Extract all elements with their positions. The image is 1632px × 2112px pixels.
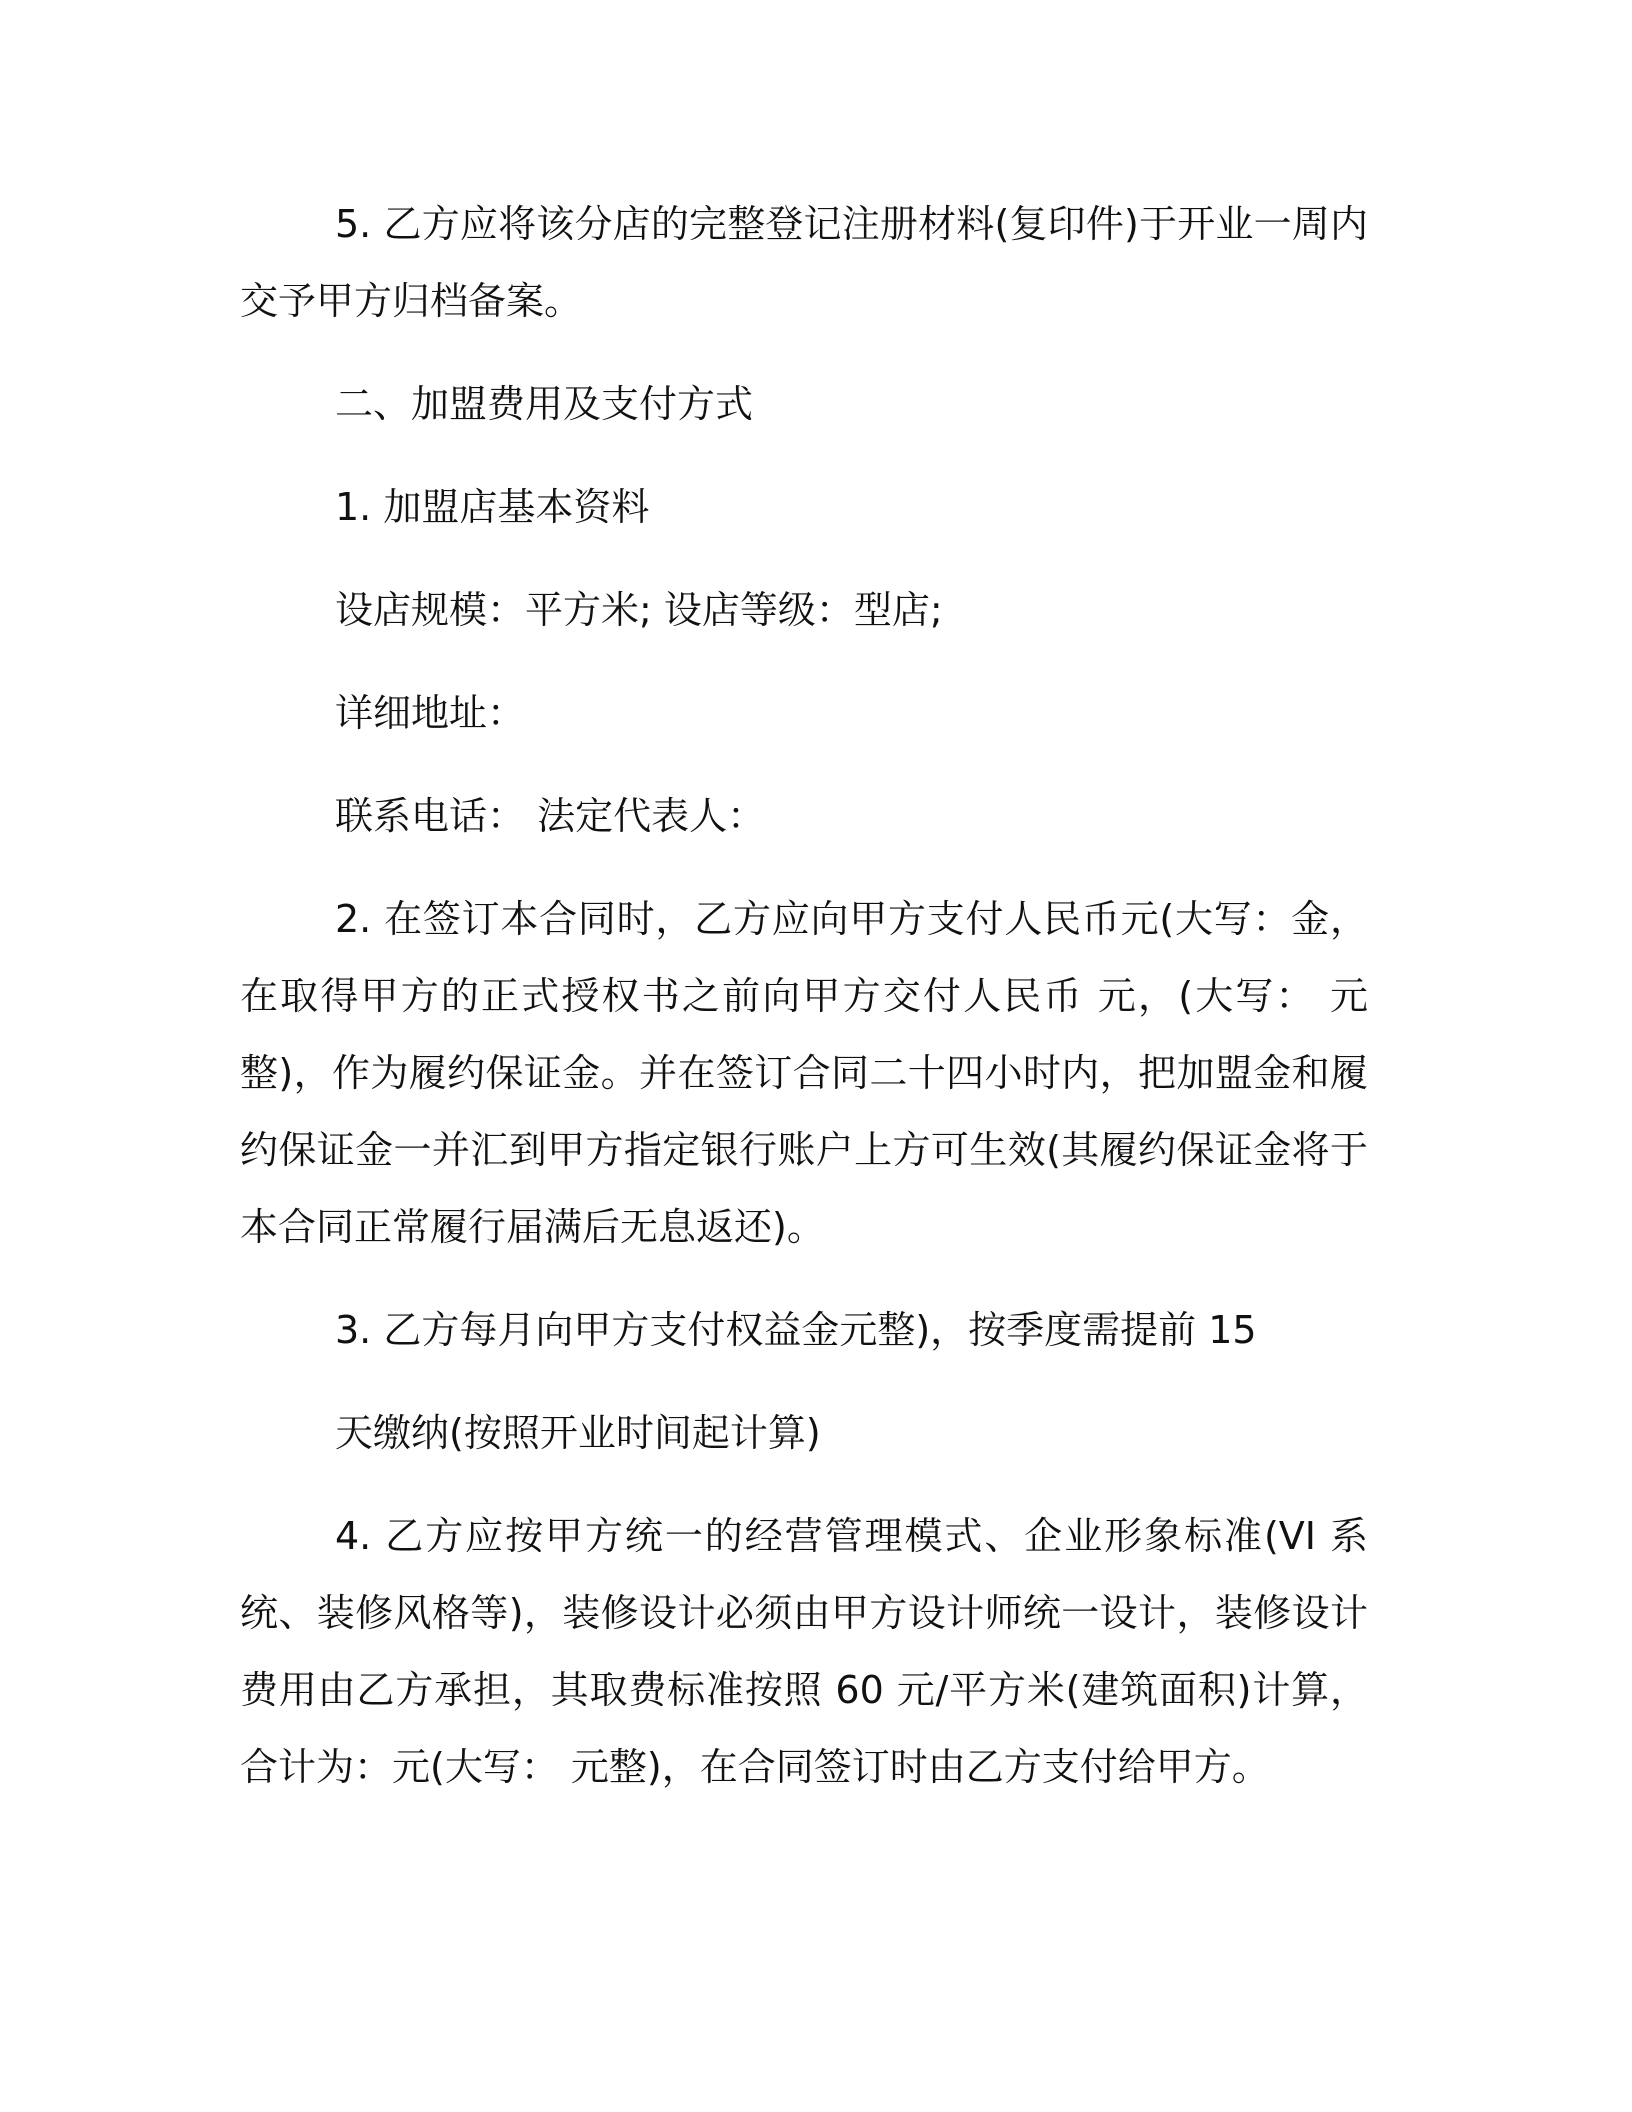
document-body (240, 186, 1368, 1806)
paragraph-payment-timing: 天缴纳(按照开业时间起计算) (335, 1411, 821, 1455)
paragraph-registration-materials: 5. 乙方应将该分店的完整登记注册材料(复印件)于开业一周内交予甲方归档备案。 (240, 202, 1368, 323)
paragraph-store-basic-info: 1. 加盟店基本资料 (335, 485, 650, 529)
paragraph-decoration-design-fee: 4. 乙方应按甲方统一的经营管理模式、企业形象标准(VI 系统、装修风格等)，装修设计必须由甲方设计师统一设计，装修设计费用由乙方承担，其取费标准按照 60 元/平方米(建筑面积)计算，合计为：元(大写： 元整)，在合同签订时由乙方支付给甲方。 (240, 1514, 1368, 1789)
paragraph-store-scale-level: 设店规模：平方米; 设店等级：型店; (335, 588, 943, 632)
paragraph-franchise-deposit: 2. 在签订本合同时，乙方应向甲方支付人民币元(大写：金，在取得甲方的正式授权书之前向甲方交付人民币 元，(大写： 元整)，作为履约保证金。并在签订合同二十四小时内，把加盟金和履约保证金一并汇到甲方指定银行账户上方可生效(其履约保证金将于本合同正常履行届满后无息返还)。 (240, 897, 1368, 1249)
section-heading-fees-payment: 二、加盟费用及支付方式 (335, 382, 754, 426)
paragraph-monthly-royalty: 3. 乙方每月向甲方支付权益金元整)，按季度需提前 15 (335, 1308, 1257, 1352)
paragraph-detailed-address: 详细地址： (335, 691, 526, 735)
paragraph-contact-representative: 联系电话： 法定代表人： (335, 794, 766, 838)
